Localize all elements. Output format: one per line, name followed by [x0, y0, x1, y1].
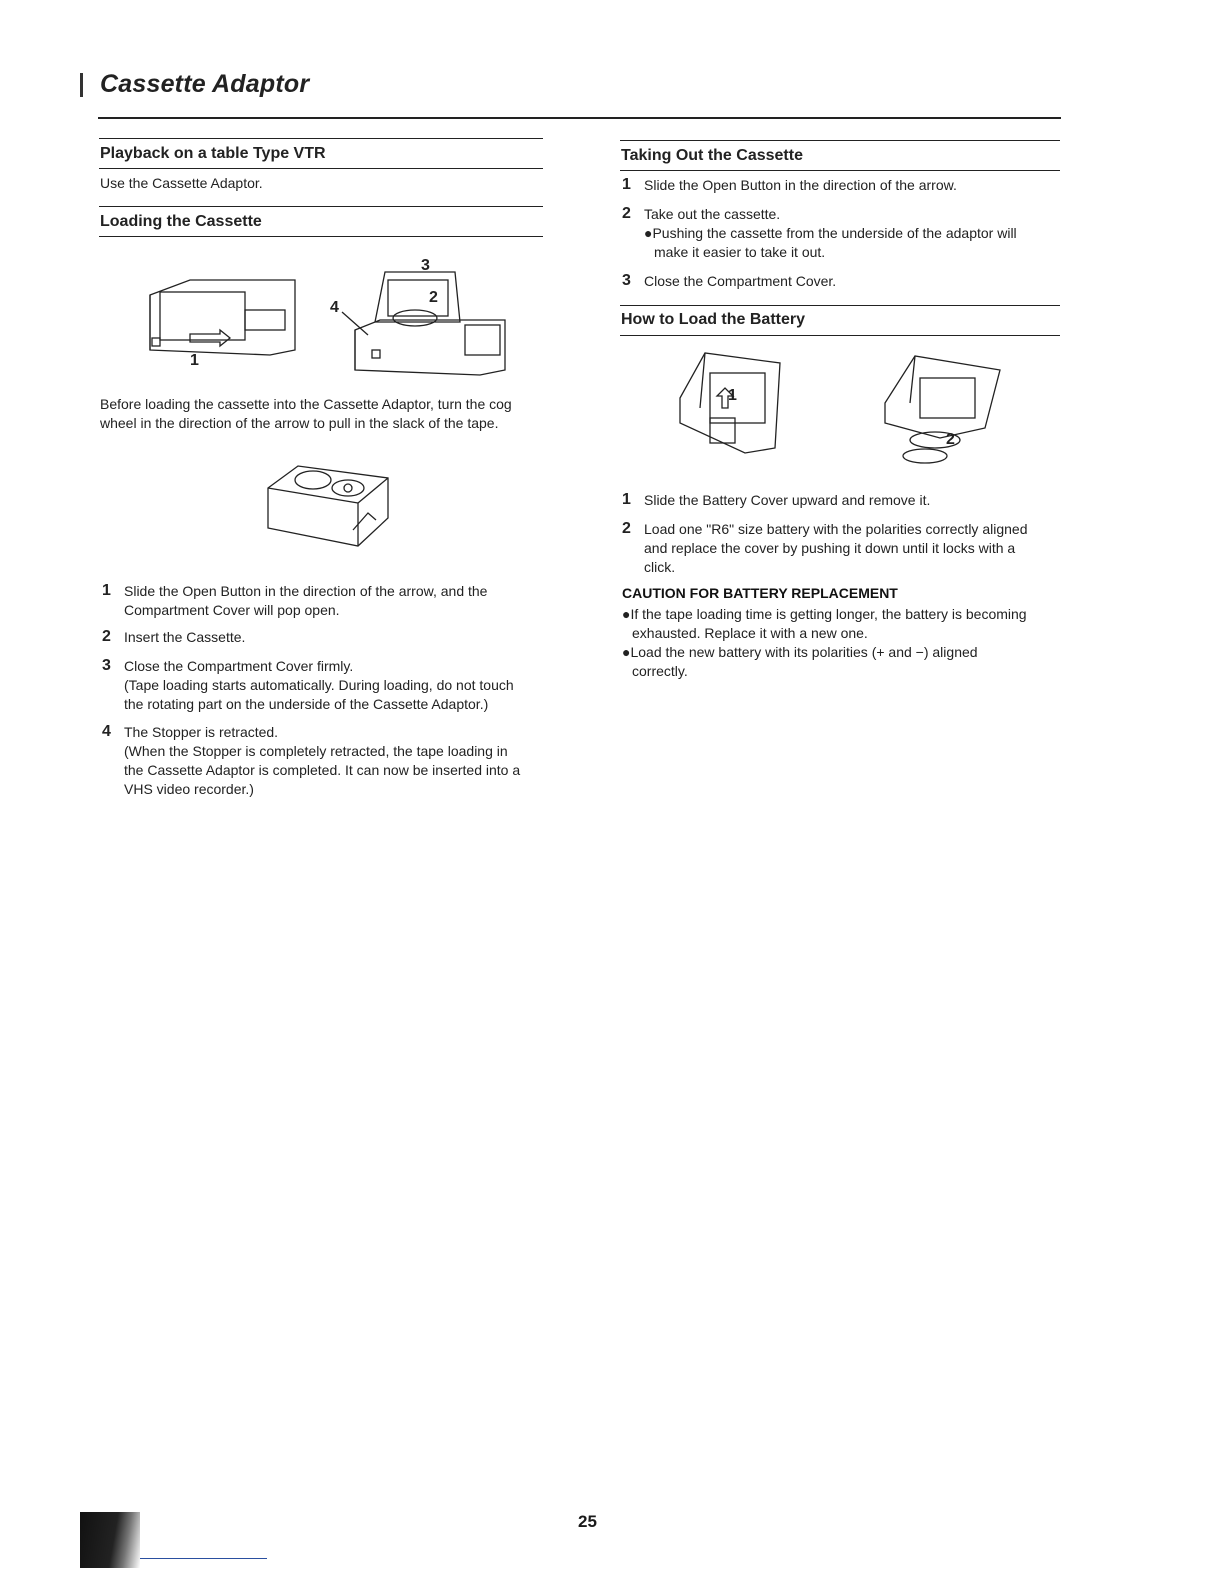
takeout-step-3: [622, 272, 1062, 292]
page-title: Cassette Adaptor: [100, 70, 310, 98]
takeout-bottom-rule: [620, 170, 1060, 171]
loading-bottom-rule: [99, 236, 543, 237]
step-number: 2: [622, 520, 631, 537]
takeout-heading: Taking Out the Cassette: [621, 147, 803, 164]
step-line: the rotating part on the underside of the Cassette Adaptor.): [124, 696, 489, 712]
caution-heading: CAUTION FOR BATTERY REPLACEMENT: [622, 585, 898, 601]
scan-artifact: [80, 1512, 140, 1568]
battery-heading: How to Load the Battery: [621, 311, 806, 328]
playback-top-rule: [99, 138, 543, 139]
step-line: Slide the Battery Cover upward and remove it.: [644, 492, 931, 508]
reel-left: [295, 471, 331, 489]
loading-step-3: [102, 657, 552, 717]
step-line: Close the Compartment Cover.: [644, 273, 837, 289]
caution-line: correctly.: [632, 663, 688, 679]
battery-fig-label-2: 2: [946, 431, 955, 448]
cog-wheel-illustration: [258, 458, 398, 553]
step-line: Load one "R6" size battery with the polarities correctly aligned: [644, 521, 1028, 537]
title-marker: [80, 73, 83, 97]
caution-line: ●If the tape loading time is getting longer, the battery is becoming: [622, 606, 1027, 622]
step-number: 2: [102, 628, 111, 645]
scan-line: [140, 1558, 267, 1559]
takeout-top-rule: [620, 140, 1060, 141]
step-line: (When the Stopper is completely retracted, the tape loading in: [124, 743, 508, 759]
takeout-step-2: [622, 205, 1062, 265]
step-line: make it easier to take it out.: [654, 244, 826, 260]
fig-label-1: 1: [190, 352, 199, 369]
takeout-step-1: [622, 176, 1062, 196]
playback-heading: Playback on a table Type VTR: [100, 145, 326, 162]
playback-bottom-rule: [99, 168, 543, 169]
battery-loading-illustration: [670, 348, 1020, 478]
fig-label-4: 4: [330, 299, 339, 316]
step-number: 1: [102, 582, 111, 599]
loading-note-line-2: wheel in the direction of the arrow to pull in the slack of the tape.: [100, 415, 499, 431]
step-number: 4: [102, 723, 111, 740]
step-line: Insert the Cassette.: [124, 629, 246, 645]
battery-step-2: [622, 520, 1062, 580]
step-line: ●Pushing the cassette from the underside of the adaptor will: [644, 225, 1017, 241]
loading-step-2: [102, 628, 552, 648]
caution-text: [622, 605, 1062, 681]
loading-step-1: [102, 582, 552, 622]
battery-top-rule: [620, 305, 1060, 306]
battery-step-1: [622, 491, 1062, 511]
step-line: Slide the Open Button in the direction of the arrow, and the: [124, 583, 488, 599]
open-arrow-icon: [190, 330, 230, 346]
adaptor-window: [160, 292, 245, 340]
cog-wheel-icon: [332, 480, 364, 496]
step-line: and replace the cover by pushing it down until it locks with a: [644, 540, 1016, 556]
step-number: 3: [622, 272, 631, 289]
adaptor-open-shape: [355, 320, 505, 375]
loading-top-rule: [99, 206, 543, 207]
caution-line: exhausted. Replace it with a new one.: [632, 625, 868, 641]
step-line: Take out the cassette.: [644, 206, 781, 222]
page-number: 25: [578, 1512, 597, 1531]
step-line: VHS video recorder.): [124, 781, 254, 797]
step-line: Close the Compartment Cover firmly.: [124, 658, 354, 674]
step-line: Compartment Cover will pop open.: [124, 602, 340, 618]
step-number: 1: [622, 176, 631, 193]
title-rule: [98, 117, 1061, 119]
step-line: Slide the Open Button in the direction of the arrow.: [644, 177, 957, 193]
step-line: The Stopper is retracted.: [124, 724, 279, 740]
step-number: 3: [102, 657, 111, 674]
loading-cassette-illustration: [130, 250, 530, 380]
step-number: 1: [622, 491, 631, 508]
caution-line: ●Load the new battery with its polarities (+ and −) aligned: [622, 644, 978, 660]
step-line: (Tape loading starts automatically. During loading, do not touch: [124, 677, 514, 693]
loading-step-4: [102, 723, 552, 803]
loading-note-line-1: Before loading the cassette into the Cassette Adaptor, turn the cog: [100, 396, 512, 412]
fig-label-2: 2: [429, 289, 438, 306]
battery-cover-adaptor-2: [885, 356, 1000, 438]
step-number: 2: [622, 205, 631, 222]
fig-label-3: 3: [421, 257, 430, 274]
loading-heading: Loading the Cassette: [100, 213, 262, 230]
playback-text: Use the Cassette Adaptor.: [100, 175, 263, 191]
step-line: click.: [644, 559, 676, 575]
step-line: the Cassette Adaptor is completed. It can now be inserted into a: [124, 762, 521, 778]
battery-bottom-rule: [620, 335, 1060, 336]
battery-fig-label-1: 1: [728, 387, 737, 404]
